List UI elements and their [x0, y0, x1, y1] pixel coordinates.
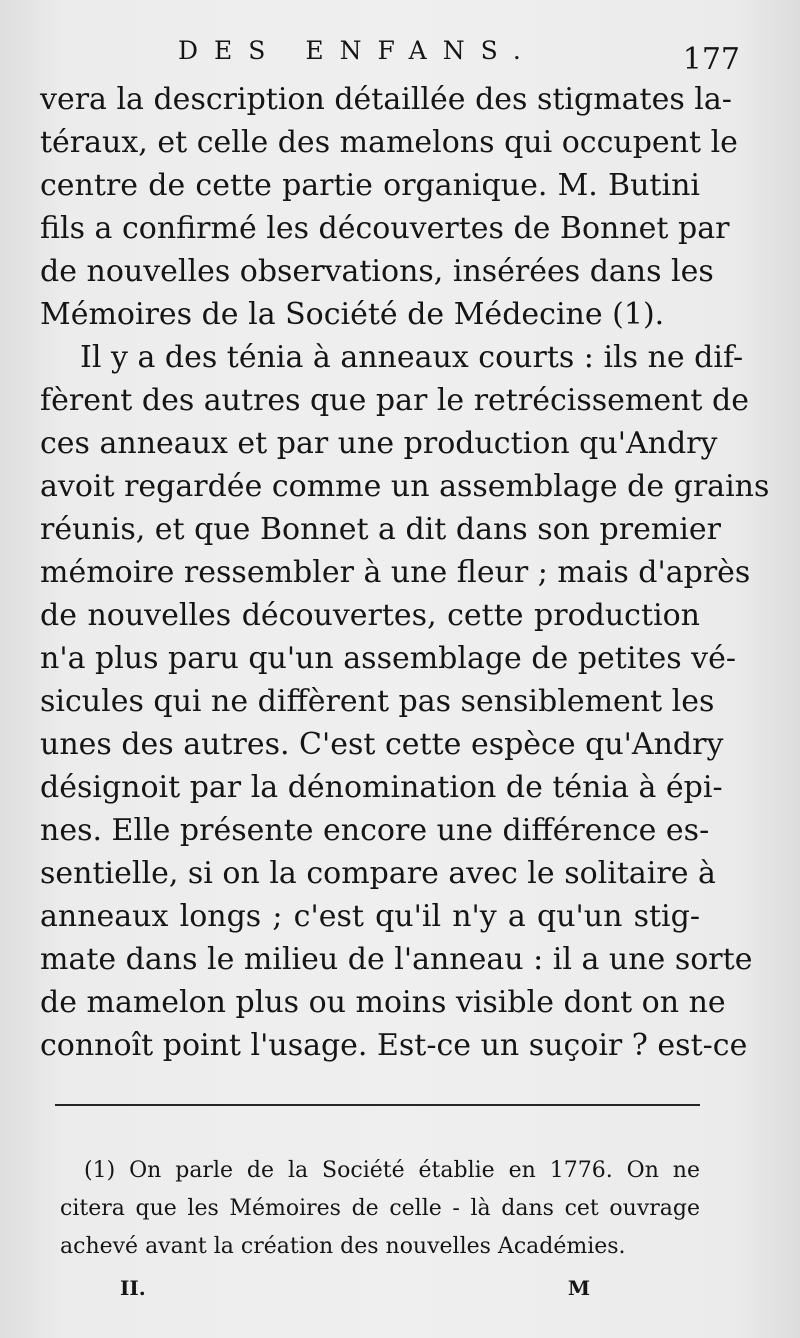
text-line: réunis, et que Bonnet a dit dans son premier: [40, 512, 721, 547]
text-line: n'a plus paru qu'un assemblage de petites vé-: [40, 641, 737, 676]
text-line: sicules qui ne diffèrent pas sensiblement les: [40, 684, 715, 719]
text-line: mate dans le milieu de l'anneau : il a une sorte: [40, 942, 753, 977]
footnote-line: citera que les Mémoires de celle - là dans cet ouvrage: [60, 1196, 700, 1221]
text-line: unes des autres. C'est cette espèce qu'Andry: [40, 727, 724, 762]
text-line: fèrent des autres que par le retrécissement de: [40, 383, 749, 418]
text-line: de nouvelles observations, insérées dans les: [40, 254, 714, 289]
footnote-line: achevé avant la création des nouvelles Académies.: [60, 1234, 626, 1259]
text-line: centre de cette partie organique. M. Butini: [40, 168, 700, 203]
footnote-line: (1) On parle de la Société établie en 1776. On ne: [84, 1158, 700, 1183]
running-title: DES ENFANS.: [178, 36, 537, 65]
running-head: [40, 36, 740, 80]
text-line: désignoit par la dénomination de ténia à épi-: [40, 770, 723, 805]
paragraph-first-line: Il y a des ténia à anneaux courts : ils ne dif-: [80, 340, 744, 375]
text-line: sentielle, si on la compare avec le solitaire à: [40, 856, 716, 891]
text-line: connoît point l'usage. Est-ce un suçoir ? est-ce: [40, 1028, 748, 1063]
page-number: 177: [682, 42, 740, 77]
text-line: nes. Elle présente encore une différence es-: [40, 813, 710, 848]
footnote-rule: [55, 1104, 700, 1106]
text-line: anneaux longs ; c'est qu'il n'y a qu'un stig-: [40, 899, 700, 934]
volume-mark: II.: [120, 1276, 146, 1300]
text-line: téraux, et celle des mamelons qui occupent le: [40, 125, 738, 160]
signature-mark: M: [567, 1276, 590, 1300]
body-text: [40, 78, 770, 1067]
text-line: fils a confirmé les découvertes de Bonnet par: [40, 211, 730, 246]
footnote: [60, 1152, 700, 1266]
text-line: vera la description détaillée des stigmates la-: [40, 82, 732, 117]
text-line: ces anneaux et par une production qu'Andry: [40, 426, 718, 461]
text-line: de mamelon plus ou moins visible dont on ne: [40, 985, 726, 1020]
text-line: Mémoires de la Société de Médecine (1).: [40, 297, 665, 332]
text-line: mémoire ressembler à une fleur ; mais d'après: [40, 555, 751, 590]
text-line: avoit regardée comme un assemblage de grains: [40, 469, 770, 504]
text-line: de nouvelles découvertes, cette production: [40, 598, 700, 633]
